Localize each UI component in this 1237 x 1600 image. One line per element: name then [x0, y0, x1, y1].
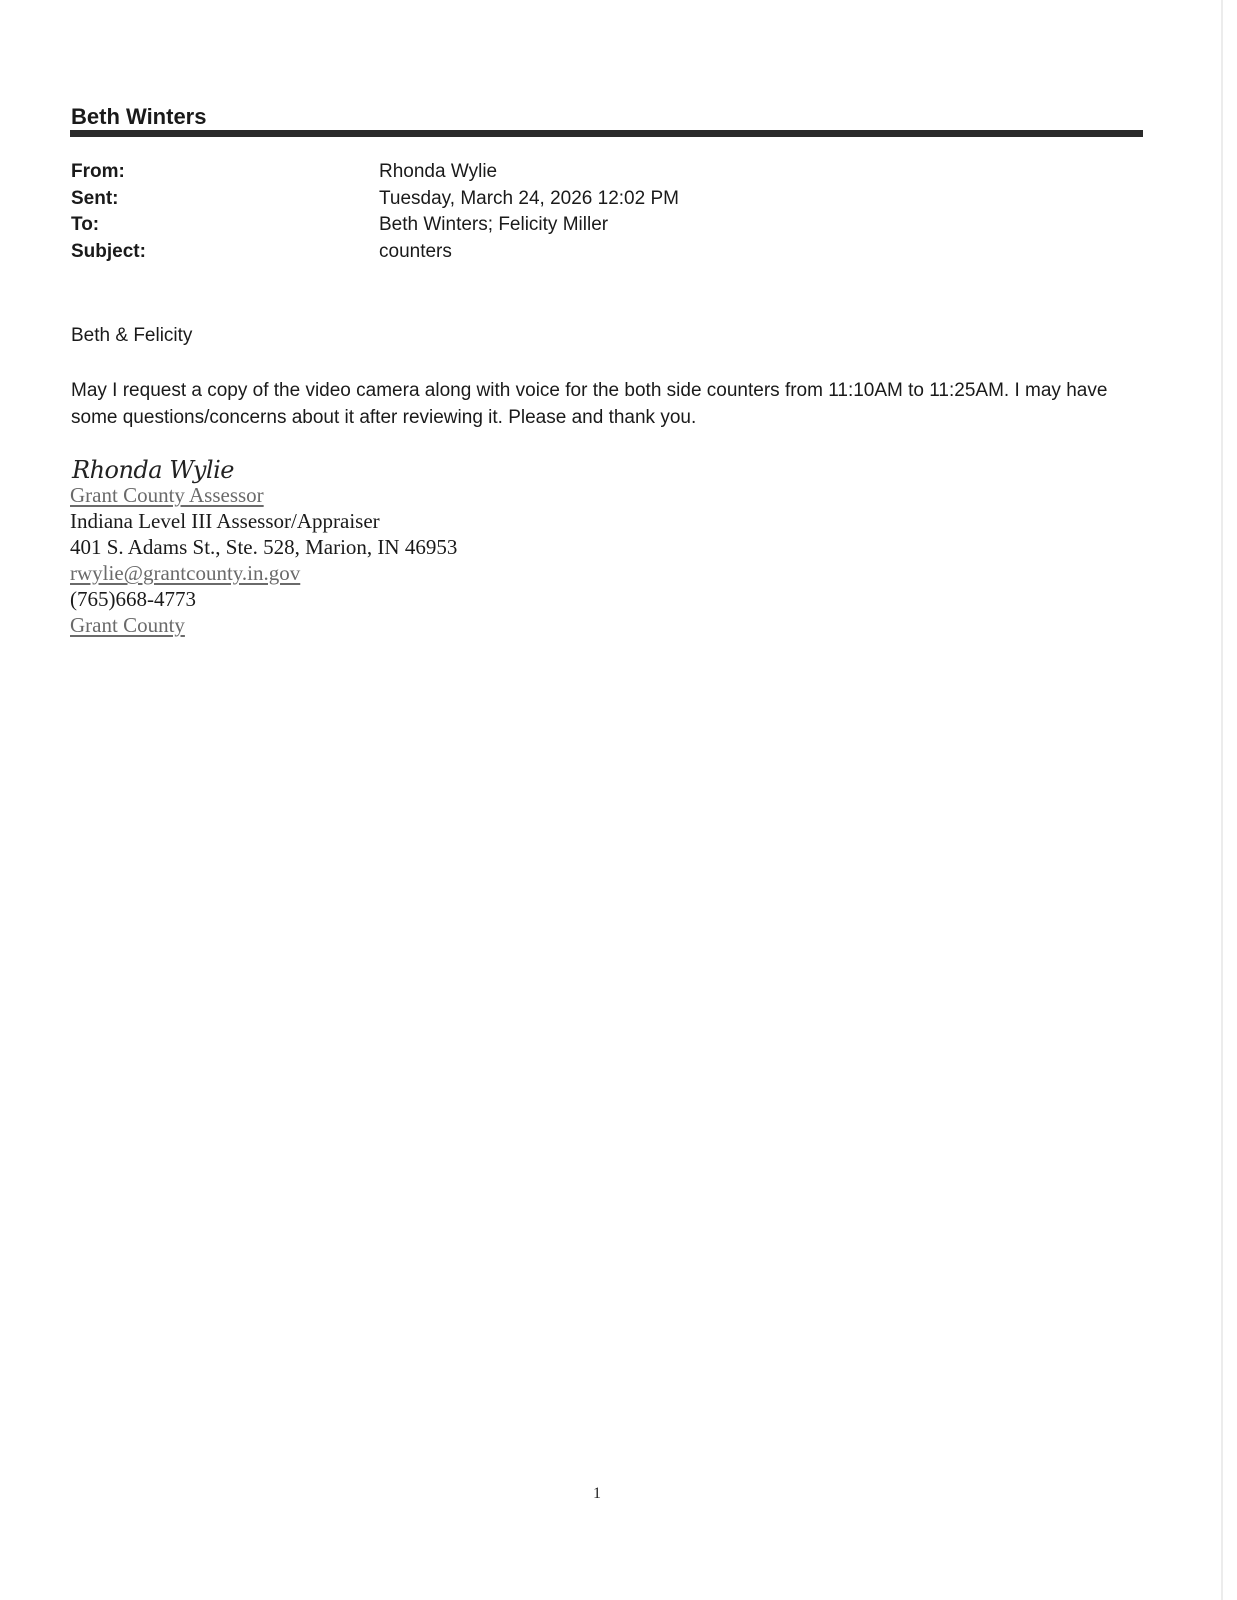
sent-value: Tuesday, March 24, 2026 12:02 PM [379, 188, 679, 209]
sent-label: Sent: [71, 188, 119, 209]
to-label: To: [71, 214, 100, 235]
email-message: May I request a copy of the video camera along with voice for the both side counters from 11:10AM to 11:25AM. I may have some questions/concerns about it after reviewing it. Please and thank you. [71, 380, 1108, 428]
signature-phone: (765)668-4773 [70, 587, 196, 611]
page-number: 1 [593, 1485, 601, 1502]
county-link[interactable]: Grant County [70, 613, 185, 637]
signature-title: Indiana Level III Assessor/Appraiser [70, 509, 380, 533]
mailbox-owner-name: Beth Winters [71, 104, 207, 129]
signature-address: 401 S. Adams St., Ste. 528, Marion, IN 46953 [70, 535, 458, 559]
signature-name: Rhonda Wylie [72, 456, 234, 484]
page-edge [1221, 0, 1223, 1600]
office-link[interactable]: Grant County Assessor [70, 483, 264, 507]
subject-label: Subject: [71, 241, 146, 262]
from-value: Rhonda Wylie [379, 161, 498, 182]
from-label: From: [71, 161, 125, 182]
header-divider [70, 130, 1143, 137]
email-link[interactable]: rwylie@grantcounty.in.gov [70, 561, 301, 585]
to-value: Beth Winters; Felicity Miller [379, 214, 609, 235]
subject-value: counters [379, 241, 452, 262]
email-greeting: Beth & Felicity [71, 325, 193, 346]
